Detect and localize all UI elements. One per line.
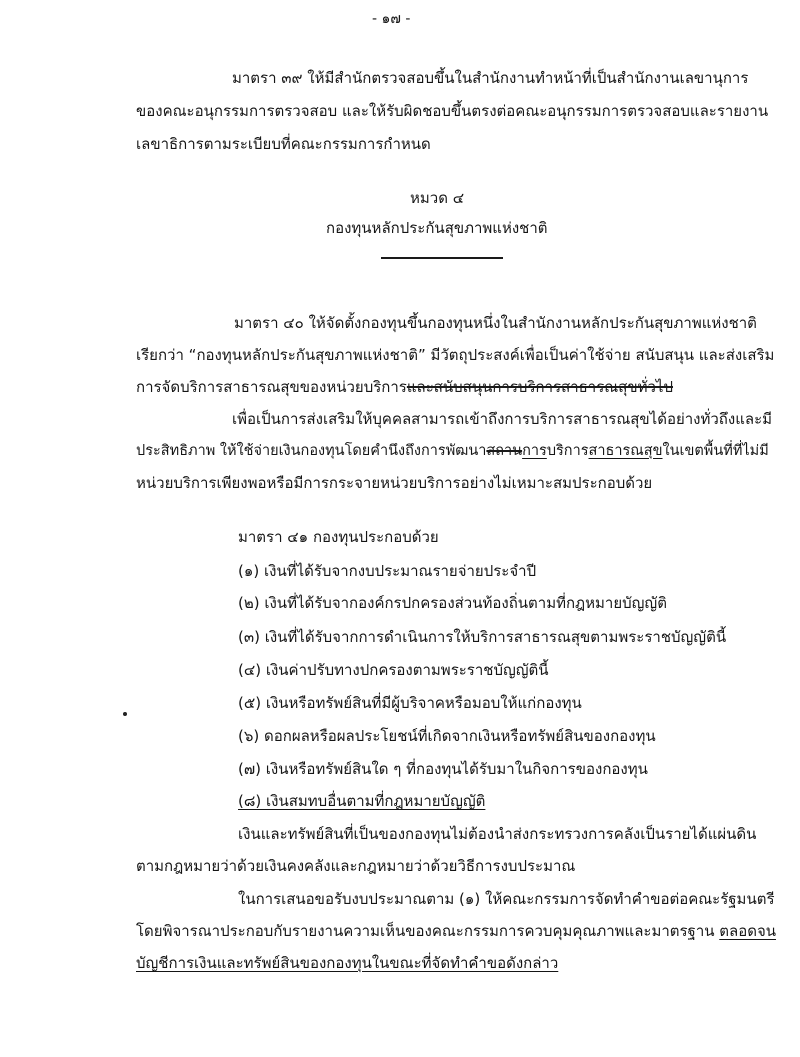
chapter-title: กองทุนหลักประกันสุขภาพแห่งชาติ bbox=[326, 219, 548, 237]
section41-item-1: (๑) เงินที่ได้รับจากงบประมาณรายจ่ายประจำปี bbox=[238, 562, 537, 580]
section41-item-4: (๔) เงินค่าปรับทางปกครองตามพระราชบัญญัตินี้ bbox=[238, 661, 549, 679]
section40-line5-text-a: ประสิทธิภาพ ให้ใช้จ่ายเงินกองทุนโดยคำนึงถึงการพัฒนา bbox=[136, 443, 487, 459]
heading-divider bbox=[381, 257, 503, 259]
section40-line5-struck: สถาน bbox=[486, 443, 523, 459]
section41-para1-line2: ตามกฎหมายว่าด้วยเงินคงคลังและกฎหมายว่าด้วยวิธีการงบประมาณ bbox=[136, 857, 576, 875]
section41-item-8: (๘) เงินสมทบอื่นตามที่กฎหมายบัญญัติ bbox=[238, 792, 486, 810]
section41-para1-line1: เงินและทรัพย์สินที่เป็นของกองทุนไม่ต้องนำส่งกระทรวงการคลังเป็นรายได้แผ่นดิน bbox=[238, 825, 757, 843]
page-number: - ๑๗ - bbox=[372, 11, 411, 27]
section41-para2-line2-text: โดยพิจารณาประกอบกับรายงานความเห็นของคณะกรรมการควบคุมคุณภาพและมาตรฐาน bbox=[136, 922, 720, 940]
section41-para2-line1: ในการเสนอขอรับงบประมาณตาม (๑) ให้คณะกรรมการจัดทำคำขอต่อคณะรัฐมนตรี bbox=[238, 890, 775, 908]
section39-line1: มาตรา ๓๙ ให้มีสำนักตรวจสอบขึ้นในสำนักงานทำหน้าที่เป็นสำนักงานเลขานุการ bbox=[232, 69, 749, 87]
section40-line5-text-b: บริการ bbox=[546, 443, 589, 459]
section41-item-2: (๒) เงินที่ได้รับจากองค์กรปกครองส่วนท้องถิ่นตามที่กฎหมายบัญญัติ bbox=[238, 594, 667, 612]
section41-item-7: (๗) เงินหรือทรัพย์สินใด ๆ ที่กองทุนได้รับมาในกิจการของกองทุน bbox=[238, 760, 648, 778]
section40-line2: เรียกว่า “กองทุนหลักประกันสุขภาพแห่งชาติ” มีวัตถุประสงค์เพื่อเป็นค่าใช้จ่าย สนับสนุน และส่งเสริม bbox=[136, 346, 775, 364]
section39-line3: เลขาธิการตามระเบียบที่คณะกรรมการกำหนด bbox=[136, 135, 431, 153]
section40-line3 bbox=[136, 377, 673, 397]
section41-para2-line2 bbox=[136, 921, 776, 941]
section41-para2-line2-underline: ตลอดจน bbox=[719, 922, 777, 940]
section40-line5 bbox=[136, 441, 769, 461]
section41-item-5: (๕) เงินหรือทรัพย์สินที่มีผู้บริจาคหรือมอบให้แก่กองทุน bbox=[238, 694, 582, 712]
section40-line6: หน่วยบริการเพียงพอหรือมีการกระจายหน่วยบริการอย่างไม่เหมาะสมประกอบด้วย bbox=[136, 474, 653, 492]
section41-item-6: (๖) ดอกผลหรือผลประโยชน์ที่เกิดจากเงินหรือทรัพย์สินของกองทุน bbox=[238, 727, 656, 745]
section41-heading: มาตรา ๔๑ กองทุนประกอบด้วย bbox=[238, 528, 439, 546]
section40-line1: มาตรา ๔๐ ให้จัดตั้งกองทุนขึ้นกองทุนหนึ่งในสำนักงานหลักประกันสุขภาพแห่งชาติ bbox=[234, 314, 757, 332]
section40-line5-underline-2: สาธารณสุข bbox=[588, 443, 663, 459]
section39-line2: ของคณะอนุกรรมการตรวจสอบ และให้รับผิดชอบขึ้นตรงต่อคณะอนุกรรมการตรวจสอบและรายงาน bbox=[136, 102, 769, 120]
section40-line3-struck: และสนับสนุนการบริการสาธารณสุขทั่วไป bbox=[406, 378, 673, 396]
chapter-number: หมวด ๔ bbox=[410, 189, 465, 207]
section40-line5-underline-1: การ bbox=[522, 443, 547, 459]
section40-line3-text: การจัดบริการสาธารณสุขของหน่วยบริการ bbox=[136, 378, 407, 396]
section41-item-3: (๓) เงินที่ได้รับจากการดำเนินการให้บริการสาธารณสุขตามพระราชบัญญัตินี้ bbox=[238, 628, 727, 646]
section40-line5-text-c: ในเขตพื้นที่ที่ไม่มี bbox=[662, 443, 769, 459]
scan-speck bbox=[123, 712, 127, 716]
section41-para2-line3: บัญชีการเงินและทรัพย์สินของกองทุนในขณะที่จัดทำคำขอดังกล่าว bbox=[136, 954, 559, 972]
section40-line4: เพื่อเป็นการส่งเสริมให้บุคคลสามารถเข้าถึงการบริการสาธารณสุขได้อย่างทั่วถึงและมี bbox=[232, 410, 773, 428]
